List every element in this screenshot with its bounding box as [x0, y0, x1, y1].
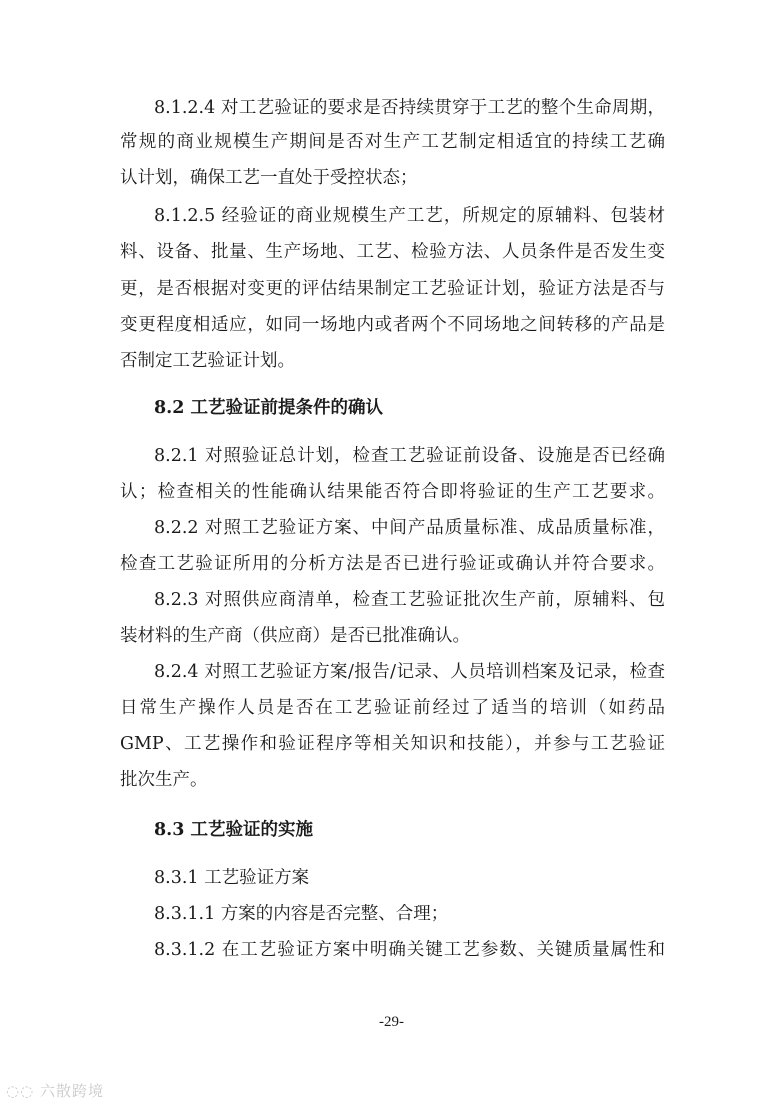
watermark-text: 六散跨境 [39, 1082, 104, 1100]
text-line: 认计划，确保工艺一直处于受控状态； [120, 168, 418, 188]
text-line: 8.3.1.1 方案的内容是否完整、合理； [154, 904, 449, 924]
text-line: 8.3.1 工艺验证方案 [154, 868, 310, 888]
text-line: 8.1.2.4 对工艺验证的要求是否持续贯穿于工艺的整个生命周期， [154, 98, 665, 118]
text-line: 更，是否根据对变更的评估结果制定工艺验证计划，验证方法是否与 [120, 279, 665, 299]
section-heading: 8.2 工艺验证前提条件的确认 [154, 398, 384, 418]
watermark-logo-icon: ◌◌ [6, 1082, 35, 1100]
text-line: 常规的商业规模生产期间是否对生产工艺制定相适宜的持续工艺确 [120, 132, 665, 152]
text-line: 8.2.1 对照验证总计划，检查工艺验证前设备、设施是否已经确 [154, 446, 665, 466]
text-line: 8.2.3 对照供应商清单，检查工艺验证批次生产前，原辅料、包 [154, 590, 665, 610]
text-line: 料、设备、批量、生产场地、工艺、检验方法、人员条件是否发生变 [120, 242, 665, 262]
text-line: 8.2.4 对照工艺验证方案/报告/记录、人员培训档案及记录，检查 [154, 662, 665, 682]
page-number: -29- [379, 1014, 404, 1030]
section-heading: 8.3 工艺验证的实施 [154, 820, 314, 840]
watermark [6, 1080, 104, 1101]
text-line: 装材料的生产商（供应商）是否已批准确认。 [120, 626, 470, 646]
text-line: 日常生产操作人员是否在工艺验证前经过了适当的培训（如药品 [120, 698, 665, 718]
text-line: 8.2.2 对照工艺验证方案、中间产品质量标准、成品质量标准， [154, 518, 665, 538]
text-line: 批次生产。 [120, 770, 208, 790]
text-line: GMP、工艺操作和验证程序等相关知识和技能），并参与工艺验证 [120, 734, 665, 754]
text-line: 8.3.1.2 在工艺验证方案中明确关键工艺参数、关键质量属性和 [154, 940, 665, 960]
text-line: 否制定工艺验证计划。 [120, 351, 295, 371]
text-line: 认；检查相关的性能确认结果能否符合即将验证的生产工艺要求。 [120, 482, 665, 502]
text-line: 变更程度相适应，如同一场地内或者两个不同场地之间转移的产品是 [120, 315, 665, 335]
text-line: 8.1.2.5 经验证的商业规模生产工艺，所规定的原辅料、包装材 [154, 206, 665, 226]
text-line: 检查工艺验证所用的分析方法是否已进行验证或确认并符合要求。 [120, 554, 665, 574]
